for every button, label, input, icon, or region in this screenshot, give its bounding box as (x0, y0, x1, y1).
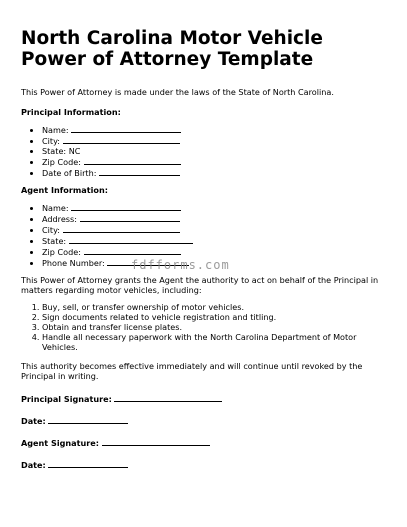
agent-heading: Agent Information: (21, 185, 108, 195)
power-item: 2. Sign documents related to vehicle registration and titling. (42, 312, 387, 322)
agent-signature-line (102, 437, 210, 446)
agent-phone-item: • Phone Number: (42, 257, 387, 268)
agent-address-item: • Address: (42, 213, 387, 224)
principal-heading: Principal Information: (21, 107, 121, 117)
effective-paragraph: This authority becomes effective immediately and will continue until revoked by the Principal in writing. (21, 361, 363, 381)
principal-city-item: • City: (42, 135, 387, 146)
watermark-text: fdfforms.com (131, 258, 230, 272)
intro-paragraph: This Power of Attorney is made under the laws of the State of North Carolina. (21, 87, 334, 97)
principal-city-line (63, 135, 180, 144)
power-item: 1. Buy, sell, or transfer ownership of motor vehicles. (42, 302, 387, 312)
principal-info-list (21, 124, 387, 178)
agent-city-item: • City: (42, 224, 387, 235)
document-title: North Carolina Motor Vehicle Power of Attorney Template (21, 28, 323, 70)
principal-state-item: • State: NC (42, 146, 387, 156)
date-line-2 (48, 459, 128, 468)
agent-zip-line (84, 246, 181, 255)
document-page (21, 28, 387, 478)
principal-name-line (71, 124, 181, 133)
agent-address-line (80, 213, 180, 222)
powers-list (21, 302, 387, 352)
principal-dob-item: • Date of Birth: (42, 167, 387, 178)
principal-zip-line (84, 156, 181, 165)
date-row-1: Date: (21, 415, 387, 426)
principal-signature-line (114, 393, 222, 402)
date-line-1 (48, 415, 128, 424)
principal-name-item: • Name: (42, 124, 387, 135)
grant-paragraph: This Power of Attorney grants the Agent the authority to act on behalf of the Principal in matters regarding motor vehicles, including: (21, 275, 379, 295)
agent-name-line (71, 202, 181, 211)
power-item: 4. Handle all necessary paperwork with the North Carolina Department of Motor Vehicles. (42, 332, 387, 352)
agent-name-item: • Name: (42, 202, 387, 213)
agent-city-line (63, 224, 180, 233)
principal-dob-line (99, 167, 180, 176)
date-row-2: Date: (21, 459, 387, 470)
agent-state-item: • State: (42, 235, 387, 246)
agent-state-line (69, 235, 193, 244)
principal-signature-row: Principal Signature: (21, 393, 387, 404)
agent-zip-item: • Zip Code: (42, 246, 387, 257)
power-item: 3. Obtain and transfer license plates. (42, 322, 387, 332)
agent-signature-row: Agent Signature: (21, 437, 387, 448)
principal-zip-item: • Zip Code: (42, 156, 387, 167)
